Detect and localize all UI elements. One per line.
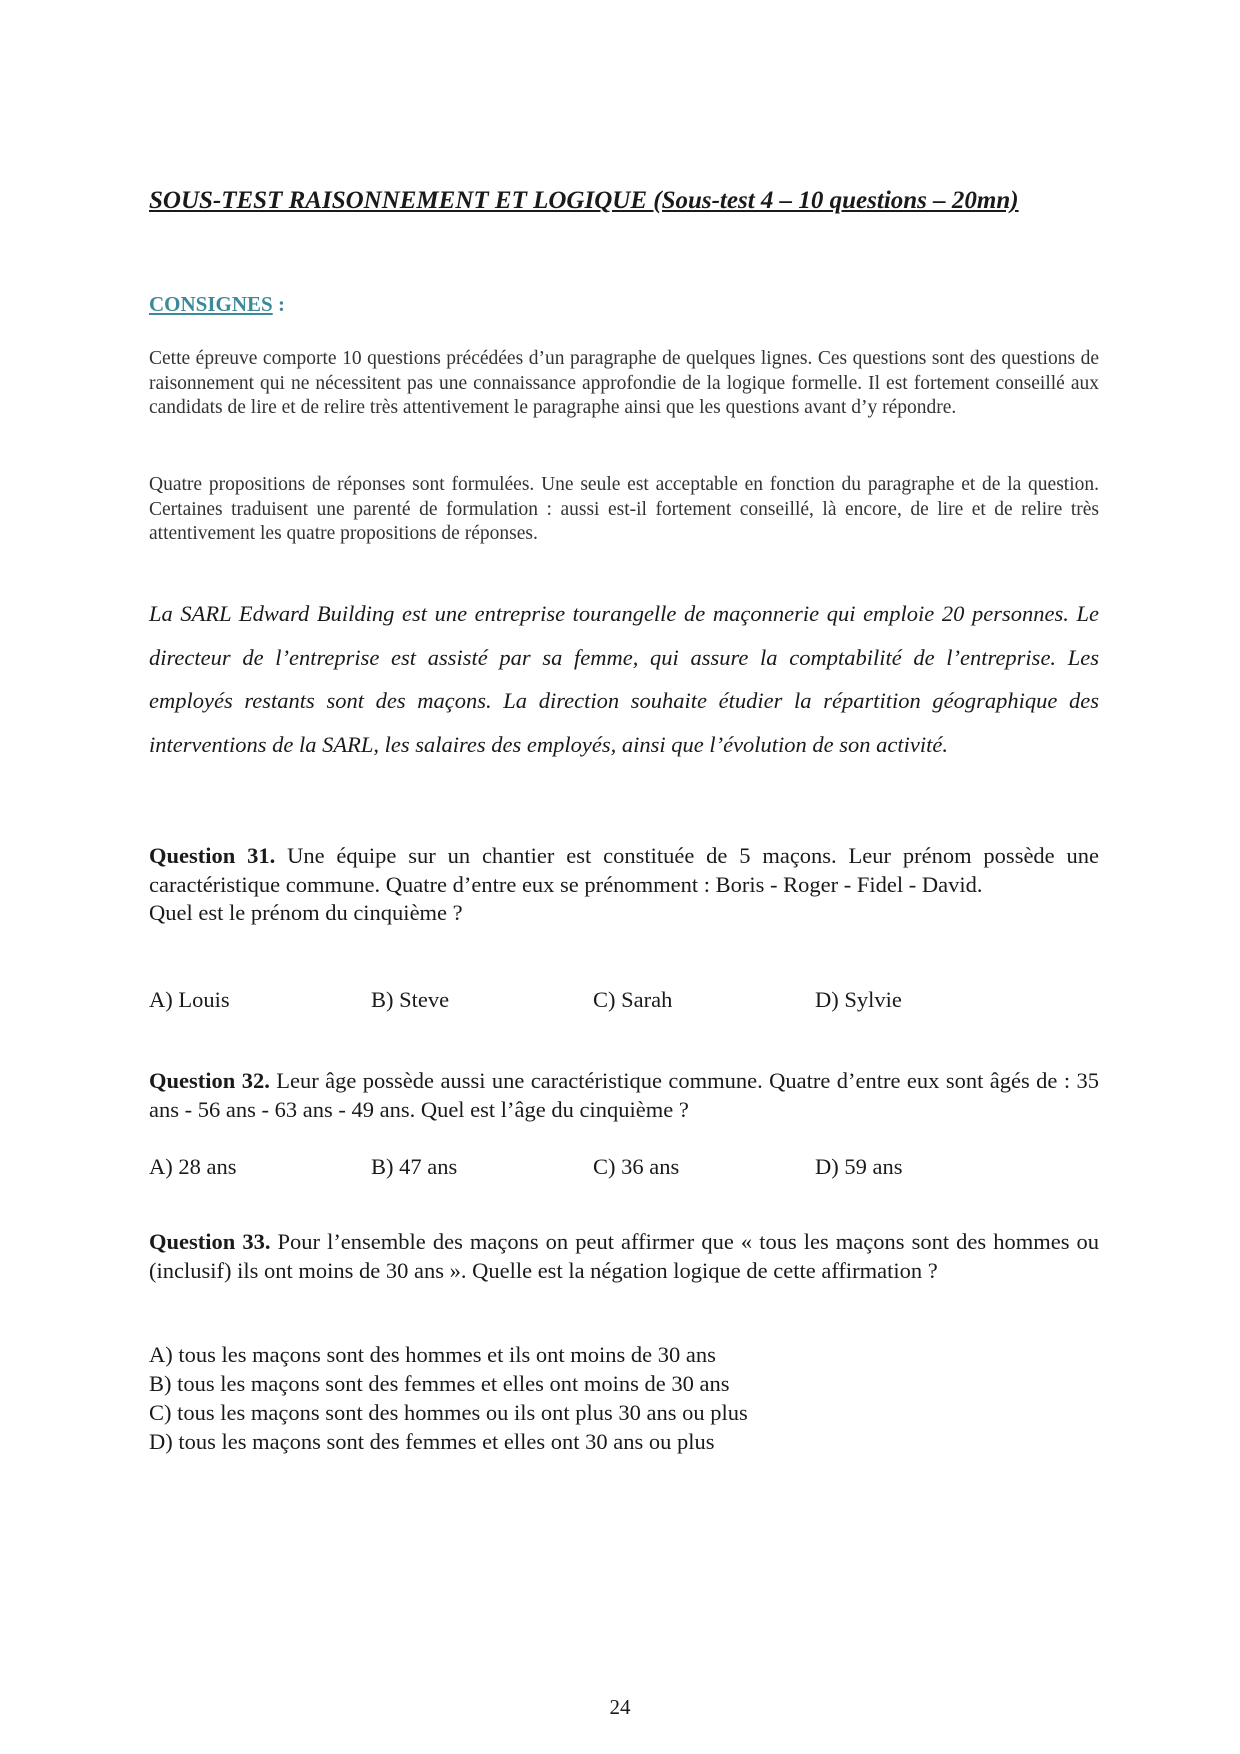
question-33-option-d[interactable]: D) tous les maçons sont des femmes et elles ont 30 ans ou plus (149, 1429, 715, 1454)
question-31-text: Une équipe sur un chantier est constituée de 5 maçons. Leur prénom possède une caractéristique commune. Quatre d’entre eux se prénomment : Boris - Roger - Fidel - David. (149, 843, 1100, 897)
page-number: 24 (609, 1695, 631, 1719)
question-33-option-c[interactable]: C) tous les maçons sont des hommes ou ils ont plus 30 ans ou plus (149, 1400, 748, 1425)
consignes-heading-label: CONSIGNES (149, 292, 273, 316)
instructions-paragraph-1: Cette épreuve comporte 10 questions précédées d’un paragraphe de quelques lignes. Ces questions sont des questions de raisonnement qui ne nécessitent pas une connaissance approfondie de la logique formelle. Il est fortement conseillé aux candidats de lire et de relire très attentivement le paragraphe ainsi que les questions avant d’y répondre. (149, 348, 1099, 418)
question-33 (149, 1228, 1099, 1285)
question-32-option-c[interactable]: C) 36 ans (593, 1154, 680, 1179)
question-31-label: Question 31. (149, 843, 276, 868)
question-32-options (149, 1152, 1099, 1182)
question-32-option-d[interactable]: D) 59 ans (815, 1154, 903, 1179)
question-32-option-b[interactable]: B) 47 ans (371, 1154, 458, 1179)
question-33-label: Question 33. (149, 1229, 271, 1254)
instructions-paragraph-2: Quatre propositions de réponses sont formulées. Une seule est acceptable en fonction du paragraphe et de la question. Certaines traduisent une parenté de formulation : aussi est-il fortement conseillé, là encore, de lire et de relire très attentivement les quatre propositions de réponses. (149, 474, 1099, 544)
question-33-option-a[interactable]: A) tous les maçons sont des hommes et ils ont moins de 30 ans (149, 1342, 716, 1367)
consignes-heading (149, 289, 285, 319)
question-31-prompt: Quel est le prénom du cinquième ? (149, 900, 463, 925)
question-31-option-d[interactable]: D) Sylvie (815, 987, 902, 1012)
question-31-option-c[interactable]: C) Sarah (593, 987, 673, 1012)
scenario-paragraph: La SARL Edward Building est une entreprise tourangelle de maçonnerie qui emploie 20 personnes. Le directeur de l’entreprise est assisté par sa femme, qui assure la comptabilité de l’entreprise. Les employés restants sont des maçons. La direction souhaite étudier la répartition géographique des interventions de la SARL, les salaires des employés, ainsi que l’évolution de son activité. (149, 601, 1099, 757)
question-32 (149, 1067, 1099, 1124)
question-33-options (149, 1340, 1099, 1456)
question-32-label: Question 32. (149, 1068, 270, 1093)
question-33-option-b[interactable]: B) tous les maçons sont des femmes et elles ont moins de 30 ans (149, 1371, 730, 1396)
question-31-option-b[interactable]: B) Steve (371, 987, 450, 1012)
question-33-text: Pour l’ensemble des maçons on peut affirmer que « tous les maçons sont des hommes ou (inclusif) ils ont moins de 30 ans ». Quelle est la négation logique de cette affirmation ? (149, 1229, 1100, 1283)
question-32-text: Leur âge possède aussi une caractéristique commune. Quatre d’entre eux sont âgés de : 35 ans - 56 ans - 63 ans - 49 ans. Quel est l’âge du cinquième ? (149, 1068, 1100, 1122)
question-32-option-a[interactable]: A) 28 ans (149, 1154, 237, 1179)
page-title: SOUS-TEST RAISONNEMENT ET LOGIQUE (Sous-test 4 – 10 questions – 20mn) (149, 187, 1019, 214)
question-31-options (149, 985, 1099, 1015)
question-31-option-a[interactable]: A) Louis (149, 987, 230, 1012)
question-31 (149, 842, 1099, 928)
consignes-heading-colon: : (272, 292, 285, 316)
